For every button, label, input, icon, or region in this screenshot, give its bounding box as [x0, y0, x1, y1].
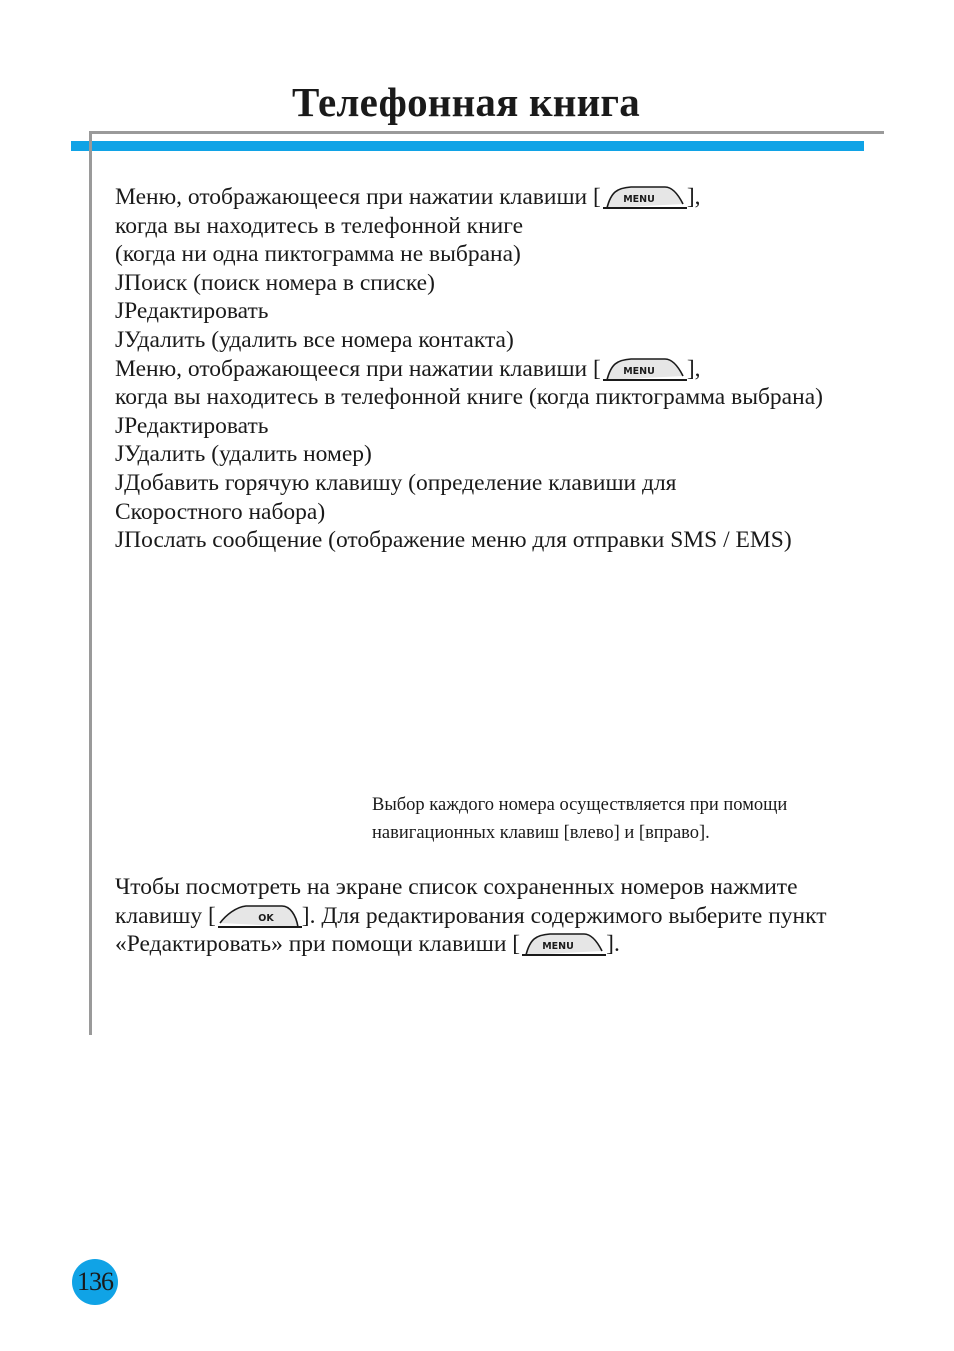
list-item: JПослать сообщение (отображение меню для отправки SMS / EMS)	[115, 527, 792, 554]
svg-text:MENU: MENU	[623, 365, 655, 377]
list-item: JПоиск (поиск номера в списке)	[115, 269, 435, 296]
list-item: JДобавить горячую клавишу (определение клавиши для	[115, 469, 677, 496]
note-line-2: навигационных клавиш [влево] и [вправо].	[372, 823, 710, 843]
page-title: Телефонная книга	[292, 79, 640, 125]
left-margin-rule	[89, 131, 92, 1035]
menu-key-icon	[601, 356, 687, 382]
note-line-1: Выбор каждого номера осуществляется при помощи	[372, 795, 788, 815]
menu-key-icon	[601, 184, 687, 210]
navigation-note	[372, 791, 787, 847]
paragraph-line-3: «Редактировать» при помощи клавиши [ MENU ].	[115, 931, 620, 958]
menu-description-block	[115, 183, 823, 555]
menu-key-icon	[520, 931, 606, 957]
page-number-badge: 136	[72, 1259, 118, 1305]
menu-intro-1: Меню, отображающееся при нажатии клавиши [ MENU ],	[115, 184, 701, 210]
instruction-paragraph	[115, 873, 826, 959]
svg-text:MENU: MENU	[542, 941, 574, 953]
header-blue-rule	[71, 141, 864, 151]
svg-text:OK: OK	[258, 912, 274, 924]
menu-intro-2: Меню, отображающееся при нажатии клавиши [ MENU ],	[115, 355, 701, 382]
ok-key-icon	[216, 903, 302, 929]
menu-intro-2-line-2: когда вы находитесь в телефонной книге (когда пиктограмма выбрана)	[115, 384, 823, 411]
header-gray-rule	[89, 131, 884, 134]
svg-text:MENU: MENU	[623, 194, 655, 205]
list-item: JРедактировать	[115, 412, 269, 439]
paragraph-line-2: клавишу [ OK ]. Для редактирования содержимого выберите пункт	[115, 902, 827, 929]
menu-intro-1-line-2: когда вы находитесь в телефонной книге	[115, 212, 524, 239]
menu-intro-1-line-3: (когда ни одна пиктограмма не выбрана)	[115, 241, 521, 268]
list-item: Скоростного набора)	[115, 498, 326, 525]
list-item: JУдалить (удалить все номера контакта)	[115, 326, 514, 353]
list-item: JРедактировать	[115, 298, 269, 325]
list-item: JУдалить (удалить номер)	[115, 441, 372, 468]
paragraph-line-1: Чтобы посмотреть на экране список сохраненных номеров нажмите	[115, 874, 798, 900]
